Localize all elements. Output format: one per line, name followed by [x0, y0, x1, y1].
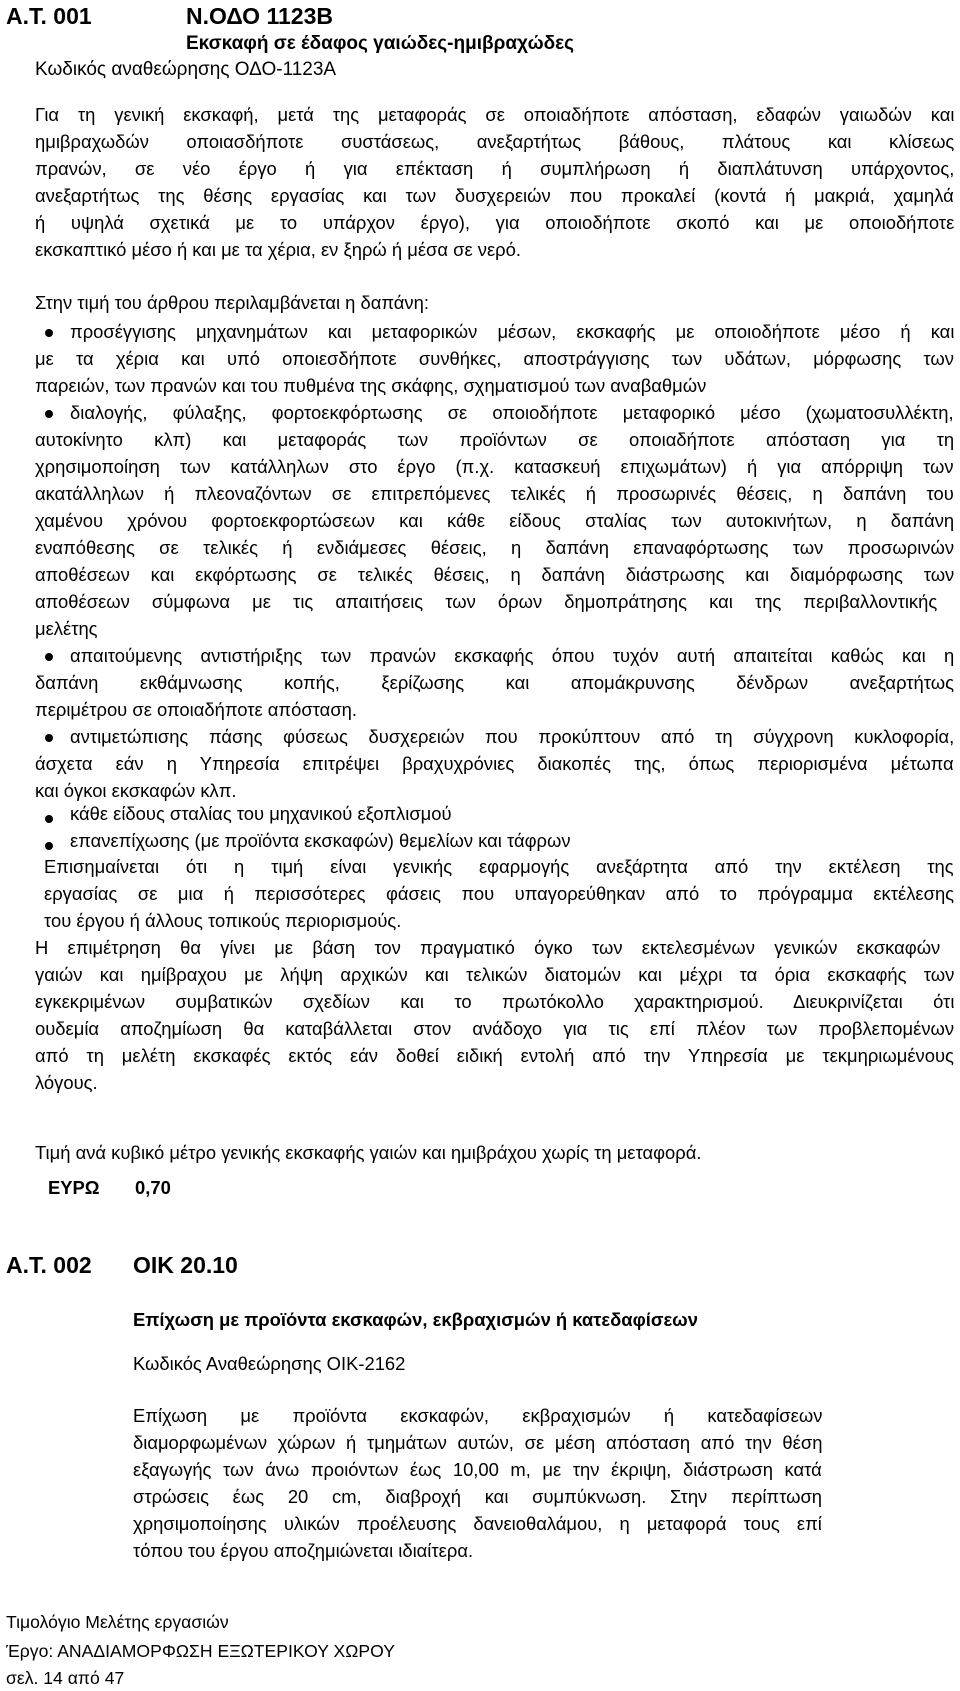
text-line: δαπάνη εκθάμνωσης κοπής, ξερίζωσης και απομάκρυνσης δένδρων ανεξαρτήτως [35, 672, 954, 693]
text-line: αυτοκίνητο κλπ) και μεταφοράς των προϊόντων σε οποιαδήποτε απόσταση για τη [35, 429, 954, 450]
text-line: χρησιμοποίησης υλικών προέλευσης δανειοθαλάμου, η μεταφορά τους επί [133, 1513, 822, 1534]
price-description: Τιμή ανά κυβικό μέτρο γενικής εκσκαφής γαιών και ημιβράχου χωρίς τη μεταφορά. [35, 1142, 702, 1163]
bullet-icon [45, 329, 53, 337]
text-line: ουδεμία αποζημίωση θα καταβάλλεται στον ανάδοχο για τις επί πλέον των προβλεπομένων [35, 1018, 954, 1039]
bullet-item [70, 318, 954, 345]
item-description [133, 1402, 822, 1564]
note-paragraph [44, 853, 954, 934]
text-line: λόγους. [35, 1072, 98, 1093]
page-number: σελ. 14 από 47 [6, 1668, 125, 1688]
text-line: από τη μελέτη εκσκαφές εκτός εάν δοθεί ειδική εντολή από την Υπηρεσία με τεκμηριωμένους [35, 1045, 954, 1066]
text-line: γαιών και ημίβραχου με λήψη αρχικών και τελικών διατομών και μέχρι τα όρια εκσκαφής των [35, 964, 954, 985]
includes-intro: Στην τιμή του άρθρου περιλαμβάνεται η δαπάνη: [35, 292, 429, 313]
footer-project: Έργο: ΑΝΑΔΙΑΜΟΡΦΩΣΗ ΕΞΩΤΕΡΙΚΟΥ ΧΩΡΟΥ [6, 1641, 395, 1661]
text-line: εξαγωγής των άνω προιόντων έως 10,00 m, με την έκριψη, διάστρωση κατά [133, 1459, 822, 1480]
text-line: Για τη γενική εκσκαφή, μετά της μεταφοράς σε οποιαδήποτε απόσταση, εδαφών γαιωδών και [35, 104, 954, 125]
text-line: αποθέσεων σύμφωνα με τις απαιτήσεις των όρων δημοπράτησης και της περιβαλλοντικής [35, 591, 938, 612]
text-line: περιμέτρου σε οποιαδήποτε απόσταση. [35, 699, 358, 720]
text-line: εναπόθεσης σε τελικές ή ενδιάμεσες θέσεις, η δαπάνη επαναφόρτωσης των προσωρινών [35, 537, 954, 558]
bullet-item-continued [35, 426, 954, 642]
bullet-icon [45, 410, 53, 418]
text-line: εγκεκριμένων συμβατικών σχεδίων και το πρωτόκολλο χαρακτηρισμού. Διευκρινίζεται ότι [35, 991, 954, 1012]
text-line: εκσκαπτικό μέσο ή και με τα χέρια, εν ξηρώ ή μέσα σε νερό. [35, 239, 521, 260]
text-line: ακατάλληλων ή πλεοναζόντων σε επιτρεπόμενες τελικές ή προσωρινές θέσεις, η δαπάνη του [35, 483, 954, 504]
footer-title: Τιμολόγιο Μελέτης εργασιών [6, 1612, 229, 1632]
bullet-item [70, 642, 954, 669]
text-line: και όγκοι εκσκαφών κλπ. [35, 780, 237, 801]
item-title: Επίχωση με προϊόντα εκσκαφών, εκβραχισμών ή κατεδαφίσεων [133, 1309, 698, 1330]
text-line: ή υψηλά σχετικά με το υπάρχον έργο), για οποιοδήποτε σκοπό και με οποιοδήποτε [35, 212, 954, 233]
bullet-item [70, 723, 954, 750]
text-line: Επισημαίνεται ότι η τιμή είναι γενικής εφαρμογής ανεξάρτητα από την εκτέλεση της [44, 856, 954, 877]
bullet-item-continued [35, 750, 954, 804]
text-line: παρειών, των πρανών και του πυθμένα της σκάφης, σχηματισμού των αναβαθμών [35, 375, 707, 396]
item-description [35, 101, 954, 263]
item-reference: Ν.ΟΔΟ 1123Β [186, 3, 333, 29]
bullet-item [70, 399, 954, 426]
bullet-icon [45, 815, 53, 823]
text-line: άσχετα εάν η Υπηρεσία επιτρέψει βραχυχρόνιες διακοπές της, όπως περιορισμένα μέτωπα [35, 753, 954, 774]
text-line: Η επιμέτρηση θα γίνει με βάση τον πραγματικό όγκο των εκτελεσμένων γενικών εκσκαφών [35, 937, 941, 958]
text-line: χρησιμοποίηση των κατάλληλων στο έργο (π.χ. κατασκευή επιχωμάτων) ή για απόρριψη των [35, 456, 954, 477]
item-title: Εκσκαφή σε έδαφος γαιώδες-ημιβραχώδες [186, 33, 575, 54]
bullet-item: κάθε είδους σταλίας του μηχανικού εξοπλισμού [70, 803, 452, 824]
item-reference: ΟΙΚ 20.10 [133, 1252, 238, 1278]
bullet-item: επανεπίχωσης (με προϊόντα εκσκαφών) θεμελίων και τάφρων [70, 830, 571, 851]
measurement-paragraph [35, 934, 954, 1096]
text-line: τόπου του έργου αποζημιώνεται ιδιαίτερα. [133, 1540, 474, 1561]
text-line: ανεξαρτήτως της θέσης εργασίας και των δυσχερειών που προκαλεί (κοντά ή μακριά, χαμηλά [35, 185, 954, 206]
bullet-item-continued [35, 345, 954, 399]
text-line: χαμένου χρόνου φορτοεκφορτώσεων και κάθε είδους σταλίας των αυτοκινήτων, η δαπάνη [35, 510, 954, 531]
item-revision: Κωδικός αναθεώρησης ΟΔΟ-1123Α [35, 59, 337, 80]
item-revision: Κωδικός Αναθεώρησης ΟΙΚ-2162 [133, 1353, 406, 1374]
text-line: με τα χέρια και υπό οποιεσδήποτε συνθήκες, αποστράγγισης των υδάτων, μόρφωσης των [35, 348, 954, 369]
bullet-icon [45, 842, 53, 850]
price-value: 0,70 [135, 1177, 171, 1198]
text-line: στρώσεις έως 20 cm, διαβροχή και συμπύκνωση. Στην περίπτωση [133, 1486, 822, 1507]
item-code: Α.Τ. 002 [6, 1252, 92, 1278]
text-line: πρανών, σε νέο έργο ή για επέκταση ή συμπλήρωση ή διαπλάτυνση υπάρχοντος, [35, 158, 954, 179]
text-line: διαλογής, φύλαξης, φορτοεκφόρτωσης σε οποιοδήποτε μεταφορικό μέσο (χωματοσυλλέκτη, [70, 402, 954, 423]
text-line: του έργου ή άλλους τοπικούς περιορισμούς. [44, 910, 402, 931]
text-line: μελέτης [35, 618, 98, 639]
text-line: προσέγγισης μηχανημάτων και μεταφορικών μέσων, εκσκαφής με οποιοδήποτε μέσο ή και [70, 321, 954, 342]
text-line: αντιμετώπισης πάσης φύσεως δυσχερειών που προκύπτουν από τη σύγχρονη κυκλοφορία, [70, 726, 954, 747]
text-line: απαιτούμενης αντιστήριξης των πρανών εκσκαφής όπου τυχόν αυτή απαιτείται καθώς και η [70, 645, 954, 666]
bullet-item-continued [35, 669, 954, 723]
text-line: εργασίας σε μια ή περισσότερες φάσεις που υπαγορεύθηκαν από το πρόγραμμα εκτέλεσης [44, 883, 954, 904]
text-line: αποθέσεων και εκφόρτωσης σε τελικές θέσεις, η δαπάνη διάστρωσης και διαμόρφωσης των [35, 564, 954, 585]
text-line: Επίχωση με προϊόντα εκσκαφών, εκβραχισμών ή κατεδαφίσεων [133, 1405, 822, 1426]
item-code: Α.Τ. 001 [6, 3, 92, 29]
bullet-icon [45, 653, 53, 661]
text-line: ημιβραχωδών οποιασδήποτε συστάσεως, ανεξαρτήτως βάθους, πλάτους και κλίσεως [35, 131, 954, 152]
text-line: διαμορφωμένων χώρων ή τμημάτων αυτών, σε μέση απόσταση από την θέση [133, 1432, 822, 1453]
price-currency: ΕΥΡΩ [48, 1177, 100, 1198]
bullet-icon [45, 734, 53, 742]
